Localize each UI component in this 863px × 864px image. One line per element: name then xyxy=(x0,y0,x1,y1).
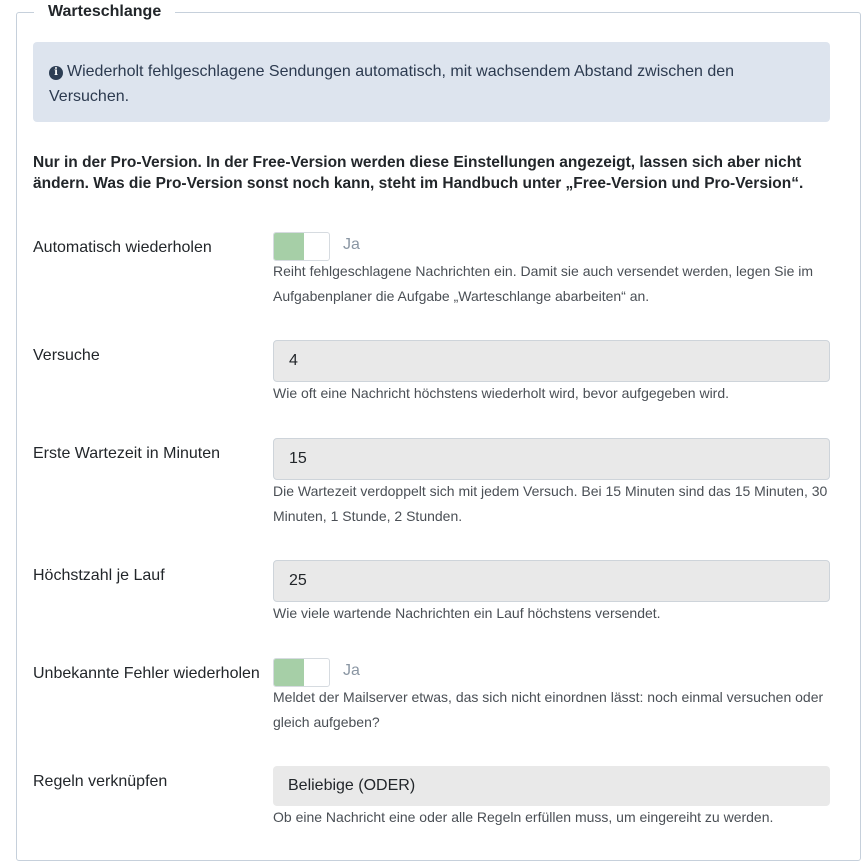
toggle-on-indicator xyxy=(274,659,304,686)
info-alert xyxy=(33,42,830,122)
rules-logic-help: Ob eine Nachricht eine oder alle Regeln erfüllen muss, um eingereiht zu werden. xyxy=(273,809,774,825)
max-per-run-label: Höchstzahl je Lauf xyxy=(33,567,165,584)
info-text: Wiederholt fehlgeschlagene Sendungen automatisch, mit wachsendem Abstand zwischen den Versuchen. xyxy=(49,63,735,105)
rules-logic-select[interactable]: Beliebige (ODER) xyxy=(273,766,830,806)
toggle-on-indicator xyxy=(274,233,304,260)
first-wait-help: Die Wartezeit verdoppelt sich mit jedem Versuch. Bei 15 Minuten sind das 15 Minuten, 30 Minuten, 1 Stunde, 2 Stunden. xyxy=(273,483,828,524)
auto-retry-help: Reiht fehlgeschlagene Nachrichten ein. Damit sie auch versendet werden, legen Sie im Aufgabenplaner die Aufgabe „Warteschlange abarbeiten“ an. xyxy=(273,263,814,304)
fieldset-legend: Warteschlange xyxy=(34,3,175,21)
attempts-input[interactable]: 4 xyxy=(273,340,830,382)
first-wait-label: Erste Wartezeit in Minuten xyxy=(33,445,221,462)
pro-version-note: Nur in der Pro-Version. In der Free-Version werden diese Einstellungen angezeigt, lassen sich aber nicht ändern. Was die Pro-Version sonst noch kann, steht im Handbuch unter „Free-Version und Pro-Version“. xyxy=(33,154,804,192)
rules-logic-label: Regeln verknüpfen xyxy=(33,773,168,790)
auto-retry-toggle-state: Ja xyxy=(343,236,360,253)
info-icon: i xyxy=(49,66,63,80)
attempts-label: Versuche xyxy=(33,347,100,364)
retry-unknown-help: Meldet der Mailserver etwas, das sich nicht einordnen lässt: noch einmal versuchen oder gleich aufgeben? xyxy=(273,689,824,730)
attempts-help: Wie oft eine Nachricht höchstens wiederholt wird, bevor aufgegeben wird. xyxy=(273,385,730,401)
max-per-run-input[interactable]: 25 xyxy=(273,560,830,602)
retry-unknown-label: Unbekannte Fehler wiederholen xyxy=(33,665,260,682)
retry-unknown-toggle-state: Ja xyxy=(343,662,360,679)
retry-unknown-toggle[interactable] xyxy=(273,658,330,687)
auto-retry-toggle[interactable] xyxy=(273,232,330,261)
auto-retry-label: Automatisch wiederholen xyxy=(33,239,212,256)
max-per-run-help: Wie viele wartende Nachrichten ein Lauf höchstens versendet. xyxy=(273,605,661,621)
first-wait-input[interactable]: 15 xyxy=(273,438,830,480)
